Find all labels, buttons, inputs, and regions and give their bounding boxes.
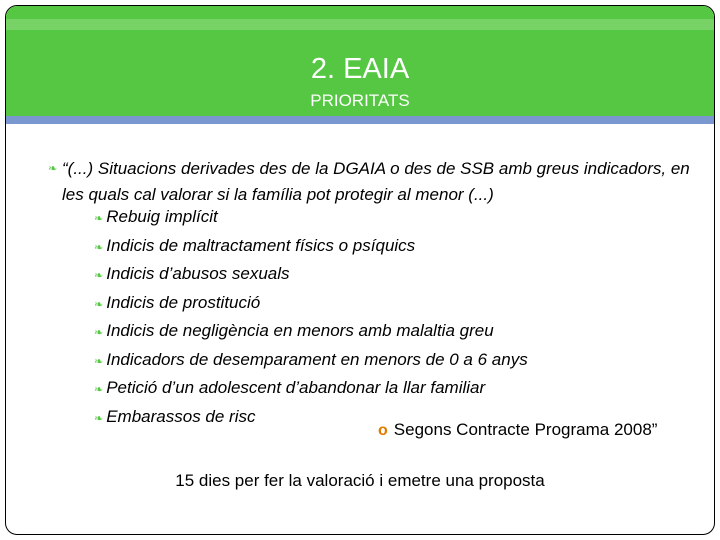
header-divider bbox=[6, 116, 714, 124]
slide bbox=[5, 5, 715, 535]
slide-header bbox=[6, 6, 714, 116]
list-item-label: Rebuig implícit bbox=[106, 207, 218, 226]
slide-title: 2. EAIA bbox=[310, 53, 410, 85]
leaf-bullet-icon: ❧ bbox=[94, 411, 104, 425]
list-item bbox=[94, 261, 528, 290]
leaf-bullet-icon: ❧ bbox=[94, 212, 104, 225]
list-item-label: Embarassos de risc bbox=[106, 406, 256, 426]
source-note bbox=[378, 418, 657, 443]
slide-subtitle: PRIORITATS bbox=[310, 91, 410, 110]
leaf-bullet-icon: ❧ bbox=[94, 326, 104, 339]
list-item bbox=[94, 204, 528, 233]
list-item-label: Indicis de prostitució bbox=[106, 292, 261, 312]
leaf-bullet-icon: ❧ bbox=[94, 383, 104, 396]
list-item-label: Indicis de maltractament físics o psíquics bbox=[106, 235, 416, 255]
indicator-list bbox=[94, 204, 528, 432]
list-item bbox=[94, 375, 528, 404]
list-item bbox=[94, 233, 528, 262]
list-item bbox=[94, 318, 528, 347]
main-point-text: “(...) Situacions derivades des de la DGAIA o des de SSB amb greus indicadors, en les quals cal valorar si la família pot protegir al menor (...) bbox=[62, 159, 690, 204]
list-item-label: Petició d’un adolescent d’abandonar la llar familiar bbox=[106, 378, 486, 397]
list-item bbox=[94, 290, 528, 319]
circle-bullet-icon: o bbox=[378, 422, 388, 439]
leaf-bullet-icon: ❧ bbox=[48, 162, 58, 175]
leaf-bullet-icon: ❧ bbox=[94, 354, 104, 368]
leaf-bullet-icon: ❧ bbox=[94, 297, 104, 311]
conclusion-text: 15 dies per fer la valoració i emetre una proposta bbox=[175, 471, 545, 490]
list-item-label: Indicis de negligència en menors amb malaltia greu bbox=[106, 321, 494, 340]
leaf-bullet-icon: ❧ bbox=[94, 240, 104, 254]
source-text: Segons Contracte Programa 2008” bbox=[393, 420, 658, 439]
leaf-bullet-icon: ❧ bbox=[94, 269, 104, 282]
list-item-label: Indicadors de desemparament en menors de 0 a 6 anys bbox=[106, 349, 528, 369]
list-item bbox=[94, 347, 528, 376]
header-accent-line bbox=[6, 19, 714, 30]
list-item-label: Indicis d’abusos sexuals bbox=[106, 264, 290, 283]
